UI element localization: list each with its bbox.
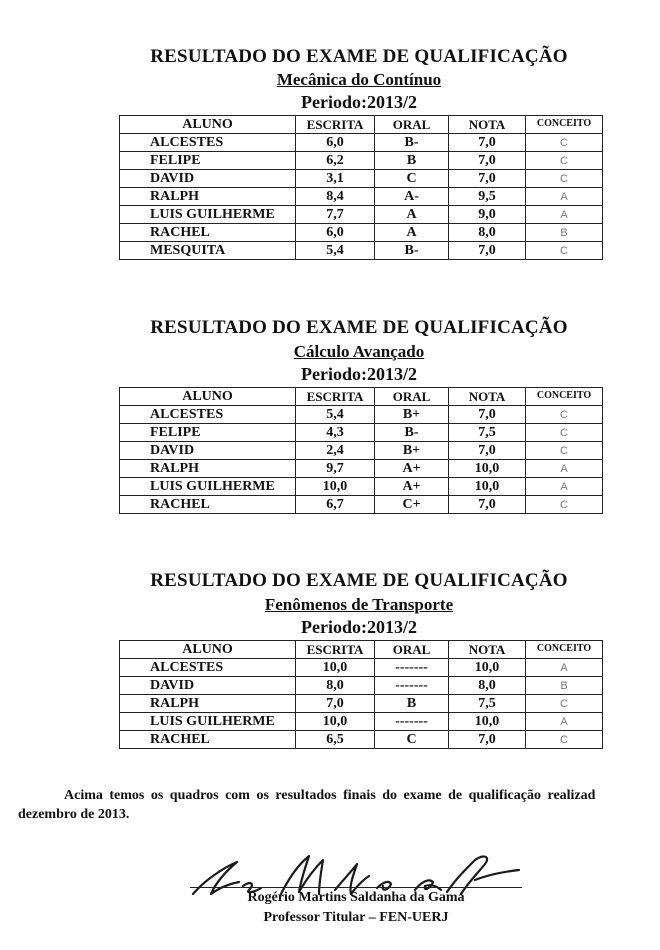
cell-escrita: 6,0 <box>296 224 375 242</box>
table-row <box>120 731 603 749</box>
cell-escrita: 2,4 <box>296 442 375 460</box>
header-conceito: CONCEITO <box>526 388 603 406</box>
cell-oral: ------- <box>375 659 449 677</box>
section-period: Periodo:2013/2 <box>301 92 417 112</box>
footnote <box>18 786 660 824</box>
cell-conceito: A <box>526 460 603 478</box>
cell-escrita: 10,0 <box>296 713 375 731</box>
section-subject: Cálculo Avançado <box>293 342 425 361</box>
cell-oral: A+ <box>375 460 449 478</box>
header-oral: ORAL <box>375 388 449 406</box>
header-aluno: ALUNO <box>120 388 296 406</box>
cell-nota: 7,5 <box>449 695 526 713</box>
cell-conceito: A <box>526 188 603 206</box>
cell-oral: ------- <box>375 677 449 695</box>
cell-conceito: C <box>526 496 603 514</box>
cell-aluno: DAVID <box>120 170 296 188</box>
cell-escrita: 4,3 <box>296 424 375 442</box>
cell-conceito: C <box>526 170 603 188</box>
table-row <box>120 460 603 478</box>
cell-nota: 7,0 <box>449 406 526 424</box>
cell-aluno: RACHEL <box>120 224 296 242</box>
cell-oral: B- <box>375 242 449 260</box>
signature-line <box>190 887 522 888</box>
cell-conceito: C <box>526 442 603 460</box>
header-conceito: CONCEITO <box>526 641 603 659</box>
cell-aluno: RACHEL <box>120 496 296 514</box>
cell-oral: ------- <box>375 713 449 731</box>
cell-escrita: 6,0 <box>296 134 375 152</box>
cell-conceito: A <box>526 478 603 496</box>
cell-escrita: 7,7 <box>296 206 375 224</box>
cell-nota: 7,0 <box>449 134 526 152</box>
cell-oral: A <box>375 206 449 224</box>
cell-nota: 8,0 <box>449 224 526 242</box>
table-row <box>120 406 603 424</box>
section-period: Periodo:2013/2 <box>301 364 417 384</box>
cell-aluno: RALPH <box>120 188 296 206</box>
section-title: RESULTADO DO EXAME DE QUALIFICAÇÃO <box>150 317 568 338</box>
table-header-row <box>120 388 603 406</box>
cell-aluno: RALPH <box>120 695 296 713</box>
cell-nota: 9,5 <box>449 188 526 206</box>
header-aluno: ALUNO <box>120 116 296 134</box>
signer-name: Rogério Martins Saldanha da Gama <box>247 890 465 905</box>
footnote-line-2: dezembro de 2013. <box>18 807 130 822</box>
grades-table <box>119 115 603 260</box>
header-nota: NOTA <box>449 116 526 134</box>
grades-table <box>119 387 603 514</box>
grades-table <box>119 640 603 749</box>
cell-conceito: A <box>526 713 603 731</box>
cell-escrita: 6,2 <box>296 152 375 170</box>
cell-oral: C <box>375 170 449 188</box>
table-row <box>120 170 603 188</box>
cell-aluno: ALCESTES <box>120 659 296 677</box>
header-escrita: ESCRITA <box>296 116 375 134</box>
cell-aluno: ALCESTES <box>120 134 296 152</box>
cell-escrita: 8,0 <box>296 677 375 695</box>
section-title: RESULTADO DO EXAME DE QUALIFICAÇÃO <box>150 46 568 67</box>
header-nota: NOTA <box>449 388 526 406</box>
table-header-row <box>120 641 603 659</box>
cell-aluno: FELIPE <box>120 152 296 170</box>
cell-escrita: 10,0 <box>296 659 375 677</box>
cell-conceito: C <box>526 424 603 442</box>
cell-aluno: FELIPE <box>120 424 296 442</box>
table-row <box>120 442 603 460</box>
cell-nota: 10,0 <box>449 460 526 478</box>
cell-oral: A- <box>375 188 449 206</box>
header-aluno: ALUNO <box>120 641 296 659</box>
cell-nota: 10,0 <box>449 659 526 677</box>
table-row <box>120 188 603 206</box>
cell-nota: 7,0 <box>449 731 526 749</box>
cell-nota: 7,0 <box>449 242 526 260</box>
cell-escrita: 9,7 <box>296 460 375 478</box>
cell-nota: 8,0 <box>449 677 526 695</box>
cell-nota: 7,5 <box>449 424 526 442</box>
cell-aluno: LUIS GUILHERME <box>120 713 296 731</box>
header-oral: ORAL <box>375 641 449 659</box>
cell-conceito: C <box>526 152 603 170</box>
cell-aluno: RACHEL <box>120 731 296 749</box>
cell-oral: B- <box>375 134 449 152</box>
cell-escrita: 5,4 <box>296 406 375 424</box>
cell-escrita: 5,4 <box>296 242 375 260</box>
cell-nota: 10,0 <box>449 478 526 496</box>
signer-role: Professor Titular – FEN-UERJ <box>263 910 449 925</box>
header-conceito: CONCEITO <box>526 116 603 134</box>
cell-escrita: 6,5 <box>296 731 375 749</box>
cell-aluno: LUIS GUILHERME <box>120 478 296 496</box>
header-nota: NOTA <box>449 641 526 659</box>
table-header-row <box>120 116 603 134</box>
cell-oral: B+ <box>375 406 449 424</box>
cell-oral: A+ <box>375 478 449 496</box>
cell-nota: 10,0 <box>449 713 526 731</box>
table-row <box>120 496 603 514</box>
cell-oral: A <box>375 224 449 242</box>
cell-aluno: RALPH <box>120 460 296 478</box>
cell-nota: 7,0 <box>449 170 526 188</box>
header-escrita: ESCRITA <box>296 641 375 659</box>
table-row <box>120 134 603 152</box>
cell-conceito: B <box>526 677 603 695</box>
section-title: RESULTADO DO EXAME DE QUALIFICAÇÃO <box>150 570 568 591</box>
cell-conceito: C <box>526 242 603 260</box>
cell-conceito: A <box>526 659 603 677</box>
cell-conceito: C <box>526 731 603 749</box>
cell-oral: C+ <box>375 496 449 514</box>
cell-conceito: C <box>526 406 603 424</box>
table-row <box>120 713 603 731</box>
cell-oral: B- <box>375 424 449 442</box>
cell-escrita: 8,4 <box>296 188 375 206</box>
table-row <box>120 695 603 713</box>
table-row <box>120 478 603 496</box>
cell-escrita: 10,0 <box>296 478 375 496</box>
cell-conceito: A <box>526 206 603 224</box>
section-subject: Mecânica do Contínuo <box>276 70 442 89</box>
cell-aluno: DAVID <box>120 442 296 460</box>
table-row <box>120 677 603 695</box>
table-row <box>120 224 603 242</box>
header-oral: ORAL <box>375 116 449 134</box>
cell-escrita: 7,0 <box>296 695 375 713</box>
table-row <box>120 242 603 260</box>
table-row <box>120 424 603 442</box>
section-subject: Fenômenos de Transporte <box>264 595 454 614</box>
table-row <box>120 659 603 677</box>
cell-conceito: C <box>526 134 603 152</box>
cell-oral: C <box>375 731 449 749</box>
table-row <box>120 152 603 170</box>
table-row <box>120 206 603 224</box>
cell-aluno: MESQUITA <box>120 242 296 260</box>
cell-nota: 7,0 <box>449 442 526 460</box>
cell-conceito: B <box>526 224 603 242</box>
cell-aluno: DAVID <box>120 677 296 695</box>
cell-nota: 9,0 <box>449 206 526 224</box>
cell-nota: 7,0 <box>449 496 526 514</box>
header-escrita: ESCRITA <box>296 388 375 406</box>
cell-aluno: ALCESTES <box>120 406 296 424</box>
cell-nota: 7,0 <box>449 152 526 170</box>
cell-aluno: LUIS GUILHERME <box>120 206 296 224</box>
cell-oral: B <box>375 152 449 170</box>
cell-oral: B <box>375 695 449 713</box>
cell-escrita: 3,1 <box>296 170 375 188</box>
footnote-line-1: Acima temos os quadros com os resultados finais do exame de qualificação realizad <box>64 788 596 803</box>
section-period: Periodo:2013/2 <box>301 617 417 637</box>
cell-conceito: C <box>526 695 603 713</box>
cell-escrita: 6,7 <box>296 496 375 514</box>
cell-oral: B+ <box>375 442 449 460</box>
